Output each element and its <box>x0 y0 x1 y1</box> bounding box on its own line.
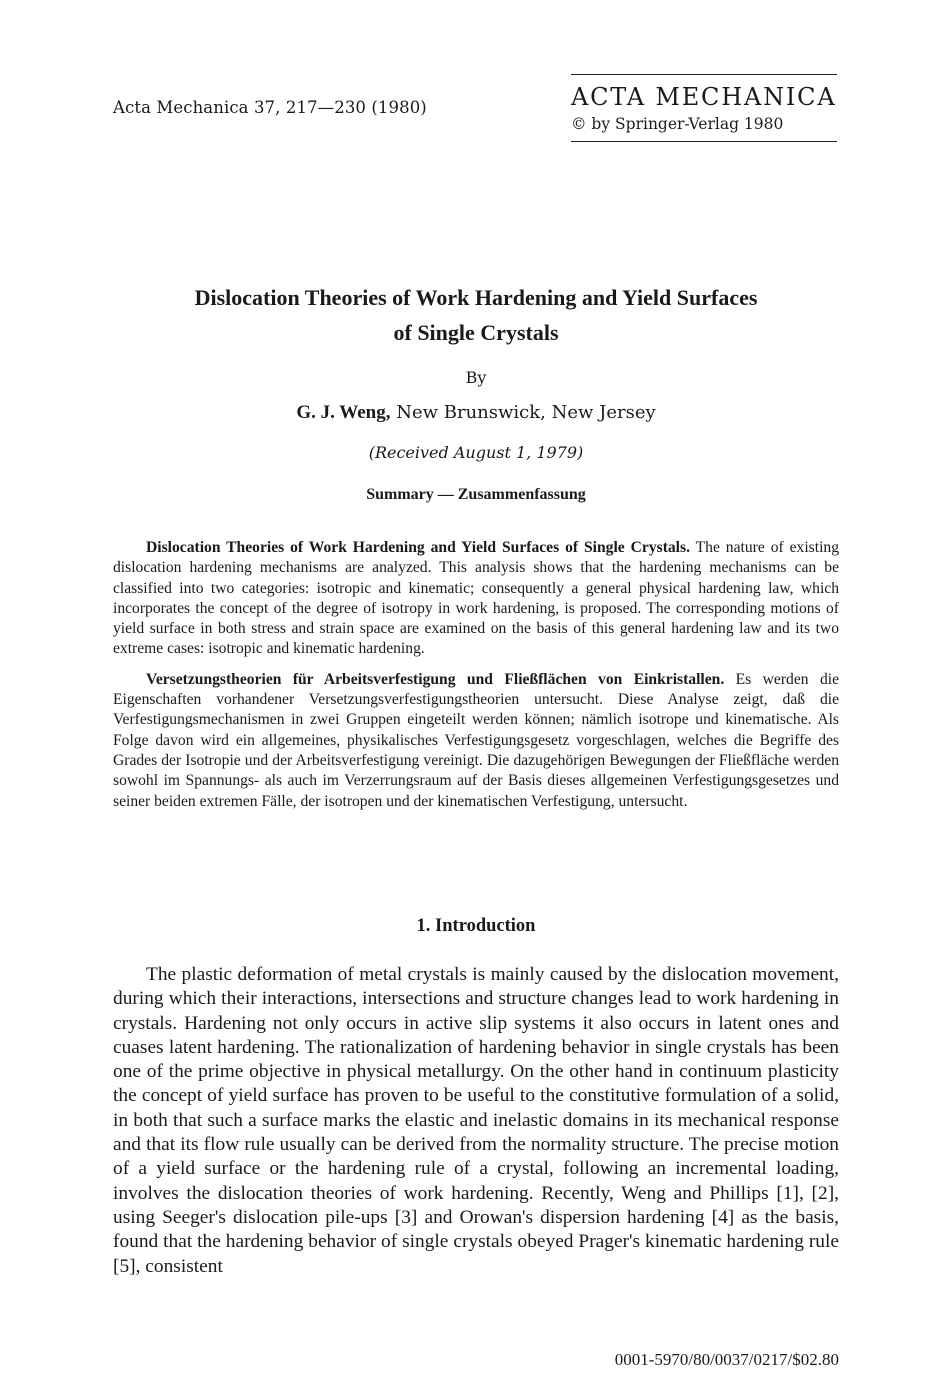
introduction-paragraph: The plastic deformation of metal crystals is mainly caused by the dislocation movement, during which their interactions, intersections and structure changes lead to work hardening in crystals. Hardening not only occurs in active slip systems it also occurs in latent ones and cuases latent hardening. The rationalization of hardening behavior in single crystals has been one of the prime objective in physical metallurgy. On the other hand in continuum plasticity the concept of yield surface has proven to be useful to the constitutive formulation of a solid, in both that such a surface marks the elastic and inelastic domains in its mechanical response and that its flow rule usually can be derived from the normality structure. The precise motion of a yield surface or the hardening rule of a crystal, following an incremental loading, involves the dislocation theories of work hardening. Recently, Weng and Phillips [1], [2], using Seeger's dislocation pile-ups [3] and Orowan's dispersion hardening [4] as the basis, found that the hardening behavior of single crystals obeyed Prager's kinematic hardening rule [5], consistent <box>113 964 839 1277</box>
summary-heading: Summary — Zusammenfassung <box>366 486 586 503</box>
english-abstract-title: Dislocation Theories of Work Hardening and Yield Surfaces of Single Crystals. <box>146 539 690 556</box>
title-block <box>100 280 852 504</box>
author-location: New Brunswick, New Jersey <box>396 402 656 423</box>
journal-name: ACTA MECHANICA <box>571 83 837 111</box>
abstracts <box>113 538 839 812</box>
issn-price-code: 0001-5970/80/0037/0217/$02.80 <box>614 1350 839 1369</box>
english-abstract <box>113 538 839 660</box>
journal-masthead <box>571 74 837 142</box>
copyright-notice: © by Springer-Verlag 1980 <box>571 115 784 133</box>
author-name: G. J. Weng, <box>296 402 391 423</box>
german-abstract-body: Es werden die Eigenschaften vorhandener Versetzungsverfestigungstheorien untersucht. Diese Analyse zeigt, daß die Verfestigungsmechanismen in zwei Gruppen eingeteilt werden können; nämlich isotrope und kinematische. Als Folge davon wird ein allgemeines, physikalisches Verfestigungsgesetz vorgeschlagen, welches die Begriffe des Grades der Isotropie und der Arbeitsverfestigung vereinigt. Die dazugehörigen Bewegungen der Fließfläche werden sowohl im Spannungs- als auch im Verzerrungsraum auf der Basis dieses allgemeinen Verfestigungsgesetzes und seiner beiden extremen Fälle, der isotropen und der kinematischen Verfestigung, untersucht. <box>113 670 839 810</box>
journal-citation: Acta Mechanica 37, 217—230 (1980) <box>113 98 427 117</box>
german-abstract <box>113 670 839 812</box>
author-line <box>100 402 852 424</box>
received-date: (Received August 1, 1979) <box>368 443 584 462</box>
introduction-heading: 1. Introduction <box>416 916 536 936</box>
byline-label: By <box>465 368 487 387</box>
article-title-line-2: of Single Crystals <box>393 320 559 345</box>
article-title-line-1: Dislocation Theories of Work Hardening and Yield Surfaces <box>194 285 758 310</box>
english-abstract-body: The nature of existing dislocation hardening mechanisms are analyzed. This analysis shows that the hardening mechanisms can be classified into two categories: isotropic and kinematic; consequently a general physical hardening law, which incorporates the concept of the degree of isotropy in work hardening, is proposed. The corresponding motions of yield surface in both stress and strain space are examined on the basis of this general hardening law and its two extreme cases: isotropic and kinematic hardening. <box>113 539 839 658</box>
german-abstract-title: Versetzungstheorien für Arbeitsverfestigung und Fließflächen von Einkristallen. <box>146 670 725 688</box>
